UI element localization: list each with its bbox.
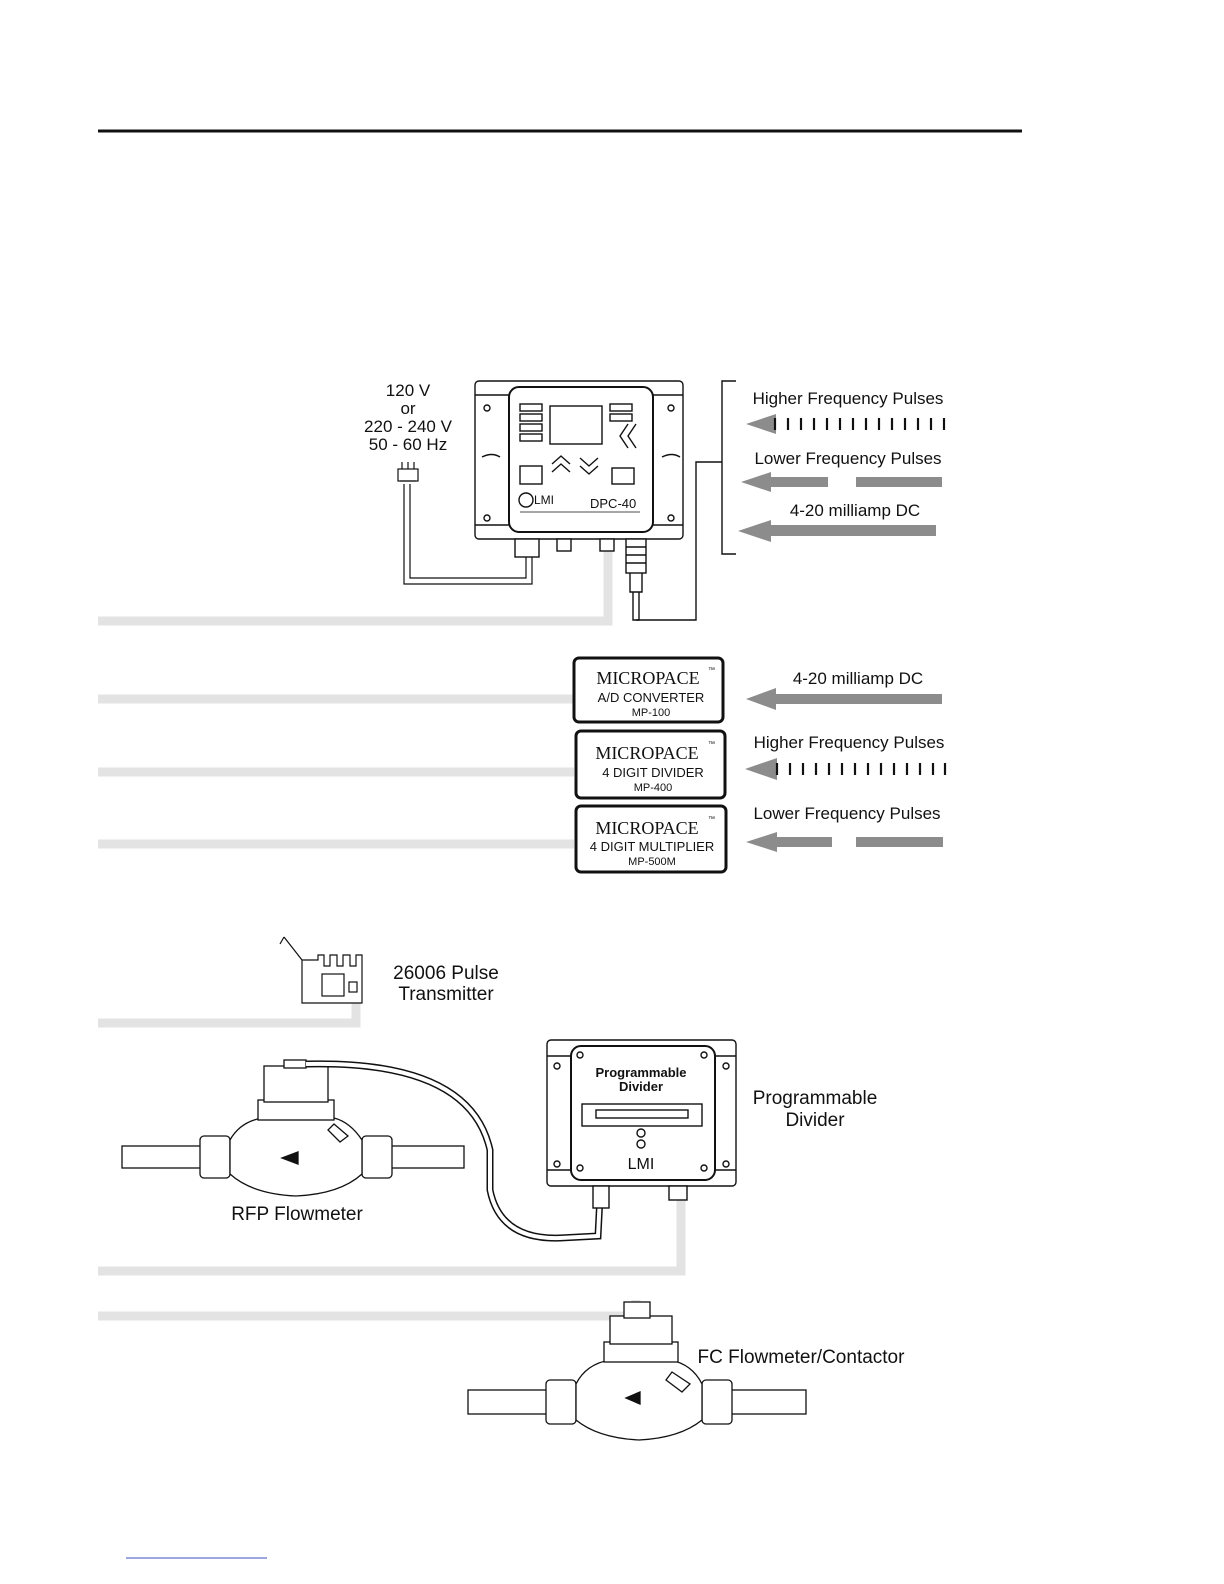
micropace-mp-500m-module (576, 806, 726, 872)
mp-100-brand: MICROPACE (596, 668, 700, 688)
divider-device-title-2: Divider (618, 1079, 664, 1094)
mp-400-model: MP-400 (633, 782, 673, 794)
mp-400-brand: MICROPACE (595, 743, 699, 763)
micropace-mp-400-module (576, 731, 725, 798)
lower-frequency-arrow-top (741, 472, 942, 492)
higher-frequency-label-top: Higher Frequency Pulses (752, 389, 944, 408)
programmable-divider-label-1: Programmable (752, 1088, 878, 1109)
controller-brand-logo: LMI (534, 493, 555, 507)
rfp-flowmeter-icon (122, 1060, 464, 1196)
micropace-mp-100-module (574, 658, 723, 722)
mp-400-higher-frequency-arrow (745, 758, 945, 780)
divider-device-title-1: Programmable (595, 1065, 687, 1080)
power-or: or (400, 399, 416, 418)
mp-100-analog-arrow (746, 688, 942, 710)
mp-400-tm: ™ (708, 741, 715, 748)
power-plug-icon (398, 462, 418, 481)
bus-to-fc-flowmeter (98, 1300, 636, 1316)
power-frequency: 50 - 60 Hz (368, 435, 448, 454)
higher-frequency-arrow-top (746, 414, 944, 434)
analog-arrow-top (738, 520, 936, 542)
lower-frequency-label-top: Lower Frequency Pulses (754, 449, 942, 468)
divider-brand-logo: LMI (627, 1156, 655, 1173)
mp-500m-lower-frequency-arrow (746, 832, 943, 852)
power-voltage-120: 120 V (385, 381, 431, 400)
mp-500m-type: 4 DIGIT MULTIPLIER (589, 839, 715, 854)
mp-500m-tm: ™ (708, 816, 715, 823)
pulse-transmitter-icon (280, 937, 362, 1003)
programmable-divider-device (547, 1040, 736, 1208)
analog-label-top: 4-20 milliamp DC (789, 501, 921, 520)
power-spec-label (364, 381, 453, 454)
mp-100-tm: ™ (708, 667, 715, 674)
mp-400-signal-label: Higher Frequency Pulses (753, 733, 945, 752)
controller-model-label: DPC-40 (590, 496, 637, 511)
pulse-transmitter-label-1: 26006 Pulse (393, 963, 499, 984)
pulse-transmitter-label-2: Transmitter (398, 984, 494, 1005)
mp-500m-signal-label: Lower Frequency Pulses (753, 804, 941, 823)
fc-flowmeter-icon (468, 1302, 806, 1440)
fc-flowmeter-label: FC Flowmeter/Contactor (697, 1347, 905, 1368)
mp-500m-brand: MICROPACE (595, 818, 699, 838)
power-voltage-220: 220 - 240 V (364, 417, 452, 436)
mp-100-signal-label: 4-20 milliamp DC (792, 669, 924, 688)
rfp-flowmeter-label: RFP Flowmeter (231, 1204, 363, 1225)
mp-400-type: 4 DIGIT DIVIDER (602, 765, 704, 780)
mp-500m-model: MP-500M (628, 856, 676, 868)
mp-100-type: A/D CONVERTER (597, 690, 705, 705)
mp-100-model: MP-100 (631, 707, 671, 719)
bus-to-pulse-transmitter (98, 1003, 356, 1023)
programmable-divider-label-2: Divider (785, 1110, 845, 1131)
